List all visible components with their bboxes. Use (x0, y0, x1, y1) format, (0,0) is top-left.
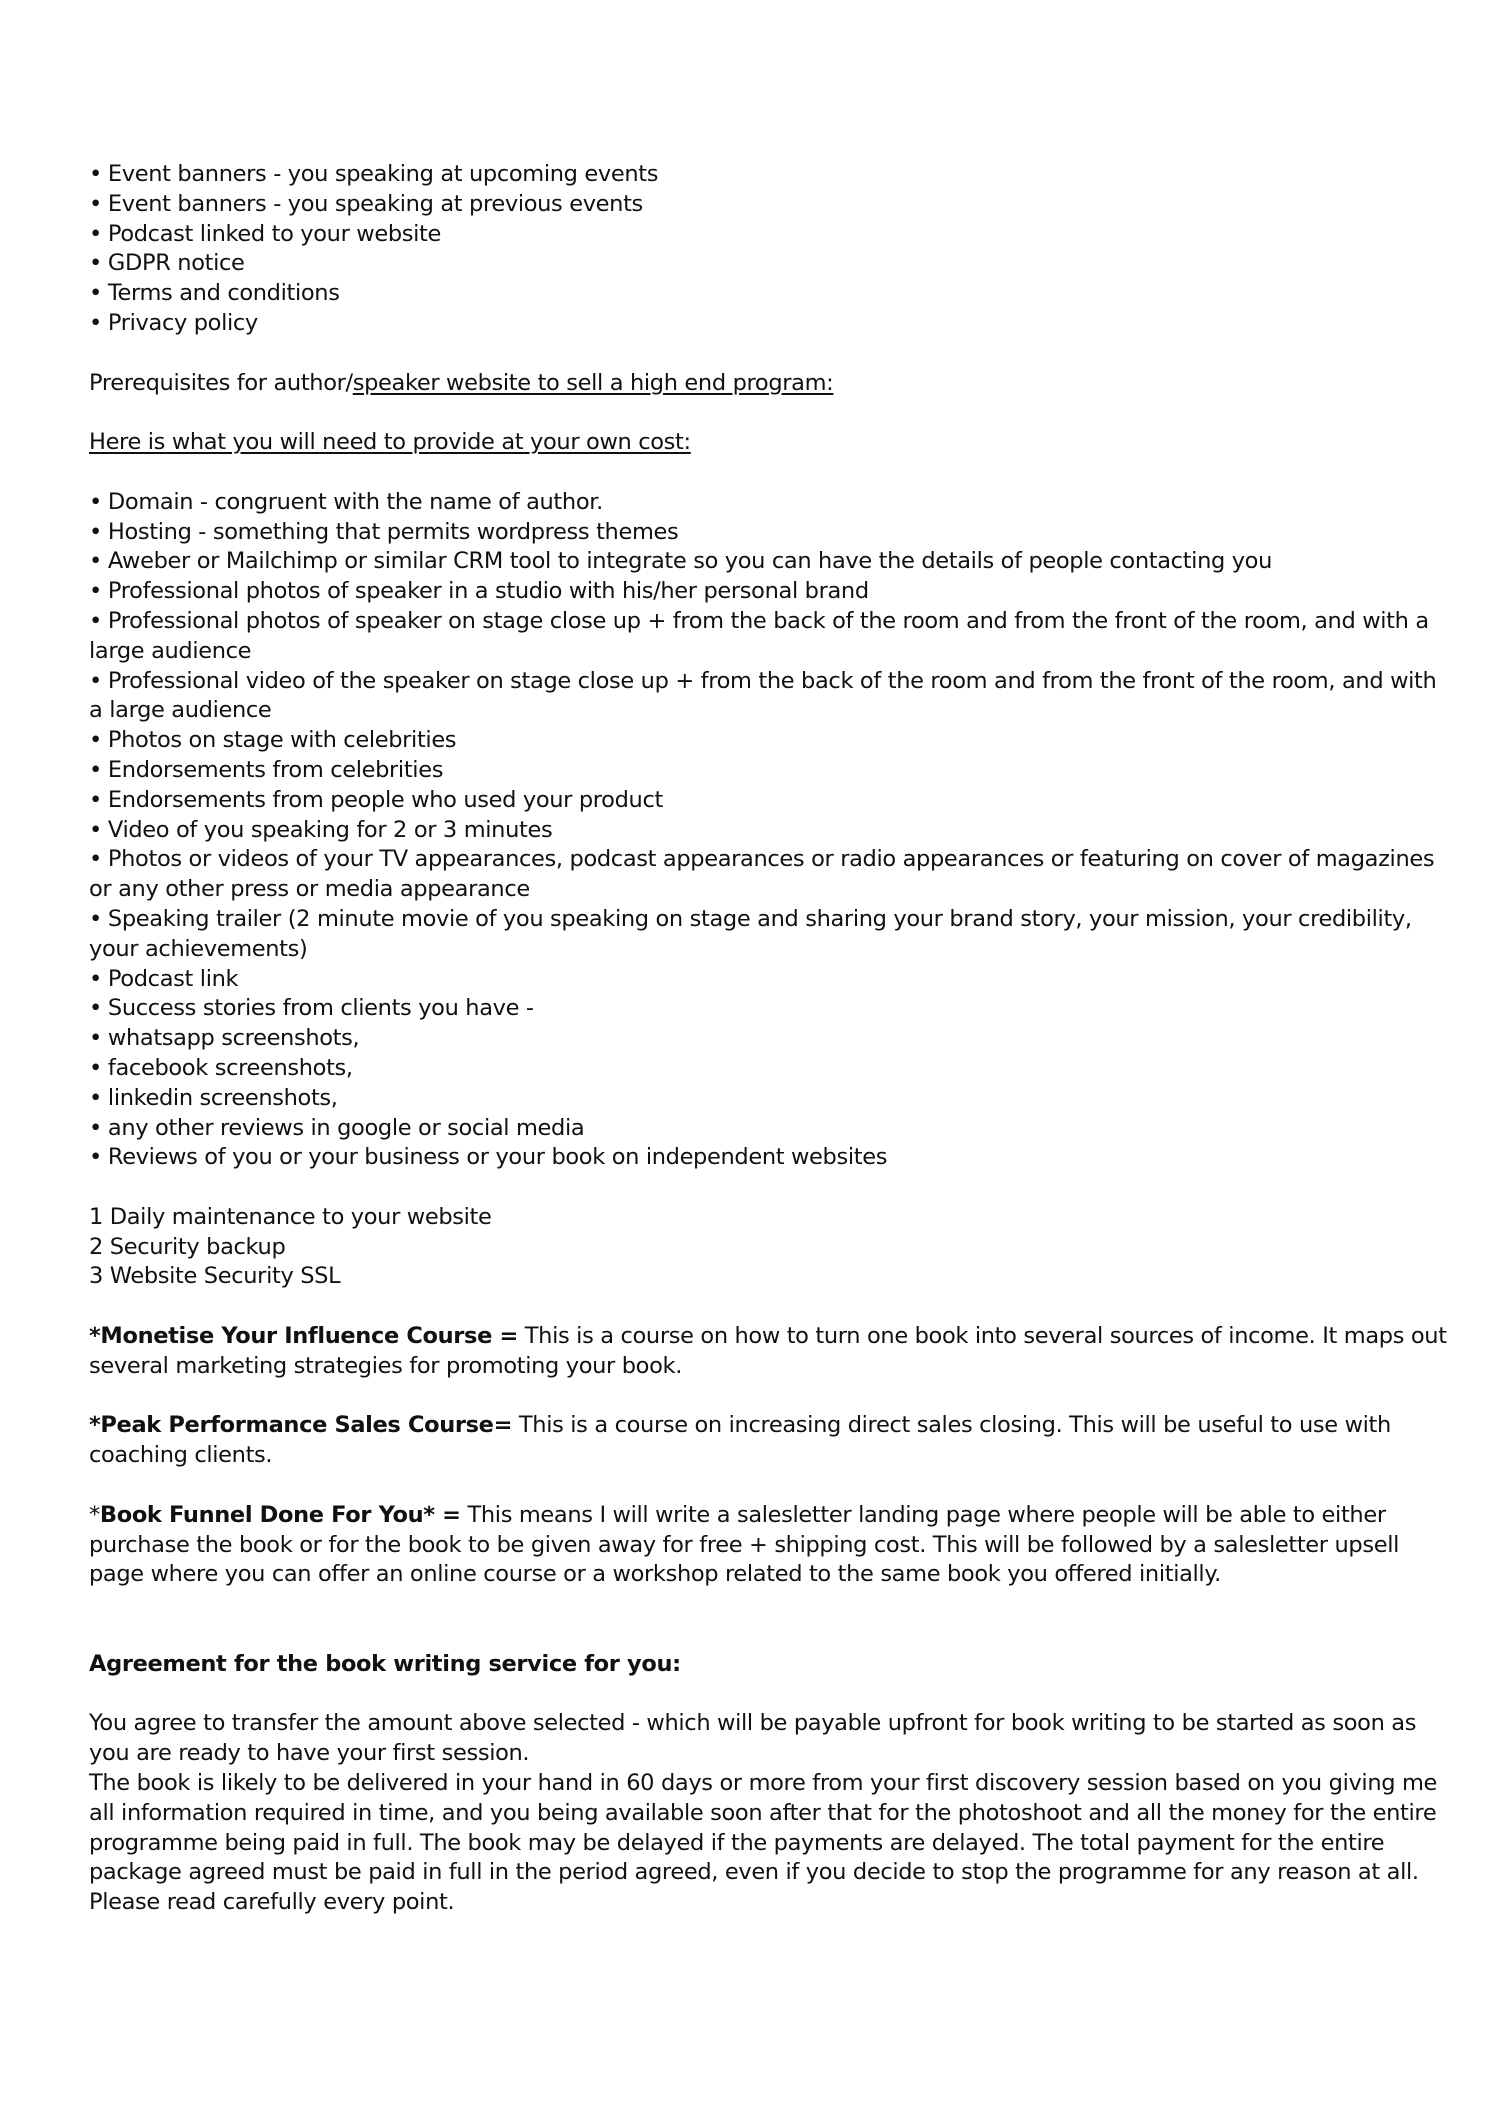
list-item: • Professional video of the speaker on stage close up + from the back of the room and from the front of the room, and with a large audience (89, 667, 1449, 727)
list-item: • GDPR notice (89, 249, 1449, 279)
funnel-title: Book Funnel Done For You* = (99, 1501, 461, 1528)
list-item: • Event banners - you speaking at previous events (89, 190, 1449, 220)
maintenance-list (89, 1203, 1449, 1292)
funnel-text: This means I will write a salesletter landing page where people will be able to either purchase the book or for the book to be given away for free + shipping cost. This will be followed by a salesletter upsell page where you can offer an online course or a workshop related to the same book you offered initially. (89, 1501, 1400, 1588)
list-item: • Terms and conditions (89, 279, 1449, 309)
monetise-course-title: *Monetise Your Influence Course = (89, 1323, 518, 1350)
list-item: • Podcast link (89, 965, 1449, 995)
list-item: • Aweber or Mailchimp or similar CRM tool to integrate so you can have the details of people contacting you (89, 547, 1449, 577)
funnel-star: * (89, 1501, 100, 1528)
list-item: • whatsapp screenshots, (89, 1024, 1449, 1054)
list-item: • facebook screenshots, (89, 1054, 1449, 1084)
document-page (89, 160, 1449, 1918)
list-item: • any other reviews in google or social media (89, 1114, 1449, 1144)
list-item: • Video of you speaking for 2 or 3 minutes (89, 816, 1449, 846)
list-item: • Endorsements from celebrities (89, 756, 1449, 786)
monetise-course-paragraph (89, 1322, 1449, 1382)
list-item: • Hosting - something that permits wordpress themes (89, 518, 1449, 548)
prerequisites-lead: Prerequisites for author/ (89, 369, 353, 396)
agreement-paragraph-1: You agree to transfer the amount above selected - which will be payable upfront for book writing to be started as soon as you are ready to have your first session. (89, 1710, 1417, 1767)
list-item: • Privacy policy (89, 309, 1449, 339)
list-item: 2 Security backup (89, 1233, 286, 1260)
list-item: • Photos on stage with celebrities (89, 726, 1449, 756)
peak-course-text: This is a course on increasing direct sales closing. This will be useful to use with coaching clients. (89, 1412, 1391, 1469)
list-item: 1 Daily maintenance to your website (89, 1203, 492, 1230)
requirements-list (89, 488, 1449, 1173)
list-item: • Reviews of you or your business or your book on independent websites (89, 1143, 1449, 1173)
list-item: • linkedin screenshots, (89, 1084, 1449, 1114)
list-item: 3 Website Security SSL (89, 1263, 341, 1290)
agreement-heading (89, 1650, 1449, 1680)
list-item: • Domain - congruent with the name of author. (89, 488, 1449, 518)
list-item: • Professional photos of speaker on stage close up + from the back of the room and from the front of the room, and with a large audience (89, 607, 1449, 667)
deliverables-list (89, 160, 1449, 339)
list-item: • Professional photos of speaker in a studio with his/her personal brand (89, 577, 1449, 607)
monetise-course-text: This is a course on how to turn one book into several sources of income. It maps out several marketing strategies for promoting your book. (89, 1323, 1447, 1379)
list-item: • Speaking trailer (2 minute movie of you speaking on stage and sharing your brand story, your mission, your credibility, your achievements) (89, 905, 1449, 965)
list-item: • Event banners - you speaking at upcoming events (89, 160, 1449, 190)
agreement-paragraph-2: The book is likely to be delivered in your hand in 60 days or more from your first discovery session based on you giving me all information required in time, and you being available soon after that for the photoshoot and all the money for the entire programme being paid in full. The book may be delayed if the payments are delayed. The total payment for the entire package agreed must be paid in full in the period agreed, even if you decide to stop the programme for any reason at all. Please read carefully every point. (89, 1770, 1438, 1916)
list-item: • Success stories from clients you have - (89, 994, 1449, 1024)
list-item: • Endorsements from people who used your product (89, 786, 1449, 816)
provide-heading: Here is what you will need to provide at your own cost: (89, 429, 691, 456)
prerequisites-line (89, 369, 1449, 399)
peak-course-title: *Peak Performance Sales Course= (89, 1412, 513, 1439)
funnel-paragraph (89, 1501, 1449, 1590)
list-item: • Podcast linked to your website (89, 220, 1449, 250)
agreement-heading-text: Agreement for the book writing service for you: (89, 1650, 681, 1677)
peak-course-paragraph (89, 1411, 1449, 1471)
list-item: • Photos or videos of your TV appearances, podcast appearances or radio appearances or featuring on cover of magazines or any other press or media appearance (89, 845, 1449, 905)
prerequisites-underlined: speaker website to sell a high end program: (352, 369, 834, 396)
